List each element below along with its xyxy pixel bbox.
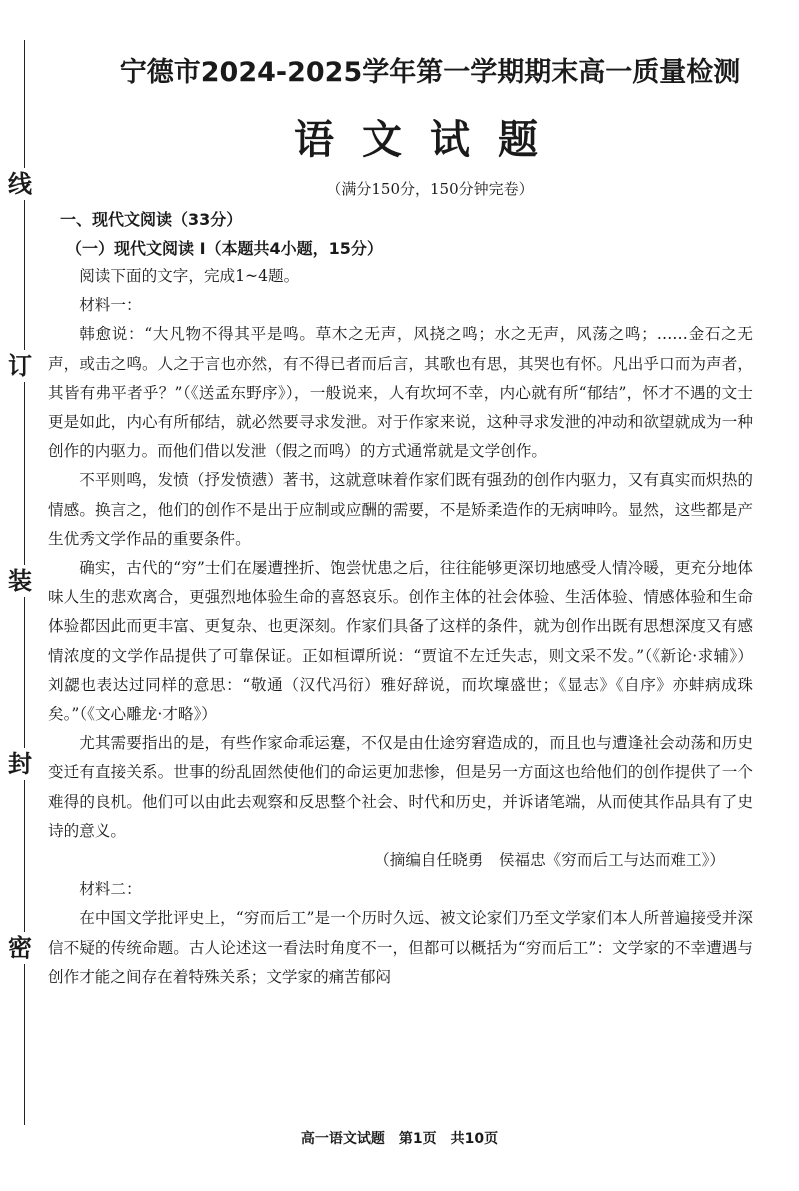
binding-label-ding: 订 bbox=[4, 350, 36, 382]
score-time-note: （满分150分，150分钟完卷） bbox=[326, 180, 534, 198]
material-one-paragraph-1: 韩愈说：“大凡物不得其平是鸣。草木之无声，风挠之鸣；水之无声，风荡之鸣；……金石之无声，或击之鸣。人之于言也亦然，有不得已者而后言，其歌也有思，其哭也有怀。凡出乎口而为声者，其皆有弗平者乎？”（《送孟东野序》），一般说来，人有坎坷不幸，内心就有所“郁结”，怀才不遇的文士更是如此，内心有所郁结，就必然要寻求发泄。对于作家来说，这种寻求发泄的冲动和欲望就成为一种创作的内驱力。而他们借以发泄（假之而鸣）的方式通常就是文学创作。 bbox=[48, 325, 753, 461]
material-two-paragraph-1: 在中国文学批评史上，“穷而后工”是一个历时久远、被文论家们乃至文学家们本人所普遍接受并深信不疑的传统命题。古人论述这一看法时角度不一，但都可以概括为“穷而后工”：文学家的不幸遭遇与创作才能之间存在着特殊关系；文学家的痛苦郁闷 bbox=[48, 909, 753, 986]
material-one-paragraph-4: 尤其需要指出的是，有些作家命乖运蹇，不仅是由仕途穷窘造成的，而且也与遭逢社会动荡和历史变迁有直接关系。世事的纷乱固然使他们的命运更加悲惨，但是另一方面这也给他们的创作提供了一个难得的良机。他们可以由此去观察和反思整个社会、时代和历史，并诉诸笔端，从而使其作品具有了史诗的意义。 bbox=[48, 734, 753, 840]
reading-passage bbox=[48, 262, 753, 992]
binding-label-zhuang: 装 bbox=[4, 565, 36, 597]
page-footer: 高一语文试题 第1页 共10页 bbox=[300, 1131, 499, 1147]
subsection-heading: （一）现代文阅读 I（本题共4小题，15分） bbox=[66, 239, 383, 258]
binding-label-xian: 线 bbox=[4, 168, 36, 200]
binding-label-mi: 密 bbox=[4, 932, 36, 964]
instruction: 阅读下面的文字，完成1~4题。 bbox=[79, 267, 300, 285]
material-one-paragraph-3: 确实，古代的“穷”士们在屡遭挫折、饱尝忧患之后，往往能够更深切地感受人情冷暖，更充分地体味人生的悲欢离合，更强烈地体验生命的喜怒哀乐。创作主体的社会体验、生活体验、情感体验和生命体验都因此而更丰富、更复杂、也更深刻。作家们具备了这样的条件，就为创作出既有思想深度又有感情浓度的文学作品提供了可靠保证。正如桓谭所说：“贾谊不左迁失志，则文采不发。”（《新论·求辅》）刘勰也表达过同样的意思：“敬通（汉代冯衍）雅好辞说，而坎壈盛世；《显志》《自序》亦蚌病成珠矣。”（《文心雕龙·才略》） bbox=[48, 559, 753, 724]
subject-title: 语文试题 bbox=[294, 116, 566, 163]
material-two-label: 材料二： bbox=[79, 880, 142, 899]
material-one-paragraph-2: 不平则鸣，发愤（抒发愤懑）著书，这就意味着作家们既有强劲的创作内驱力，又有真实而炽热的情感。换言之，他们的创作不是出于应制或应酬的需要，不是矫柔造作的无病呻吟。显然，这些都是产生优秀文学作品的重要条件。 bbox=[48, 471, 753, 548]
exam-title: 宁德市2024-2025学年第一学期期末高一质量检测 bbox=[119, 57, 741, 88]
binding-label-feng: 封 bbox=[4, 748, 36, 780]
material-one-label: 材料一： bbox=[79, 296, 142, 315]
section-heading: 一、现代文阅读（33分） bbox=[60, 210, 243, 229]
material-one-source: （摘编自任晓勇 侯福忠《穷而后工与达而难工》） bbox=[374, 851, 725, 870]
